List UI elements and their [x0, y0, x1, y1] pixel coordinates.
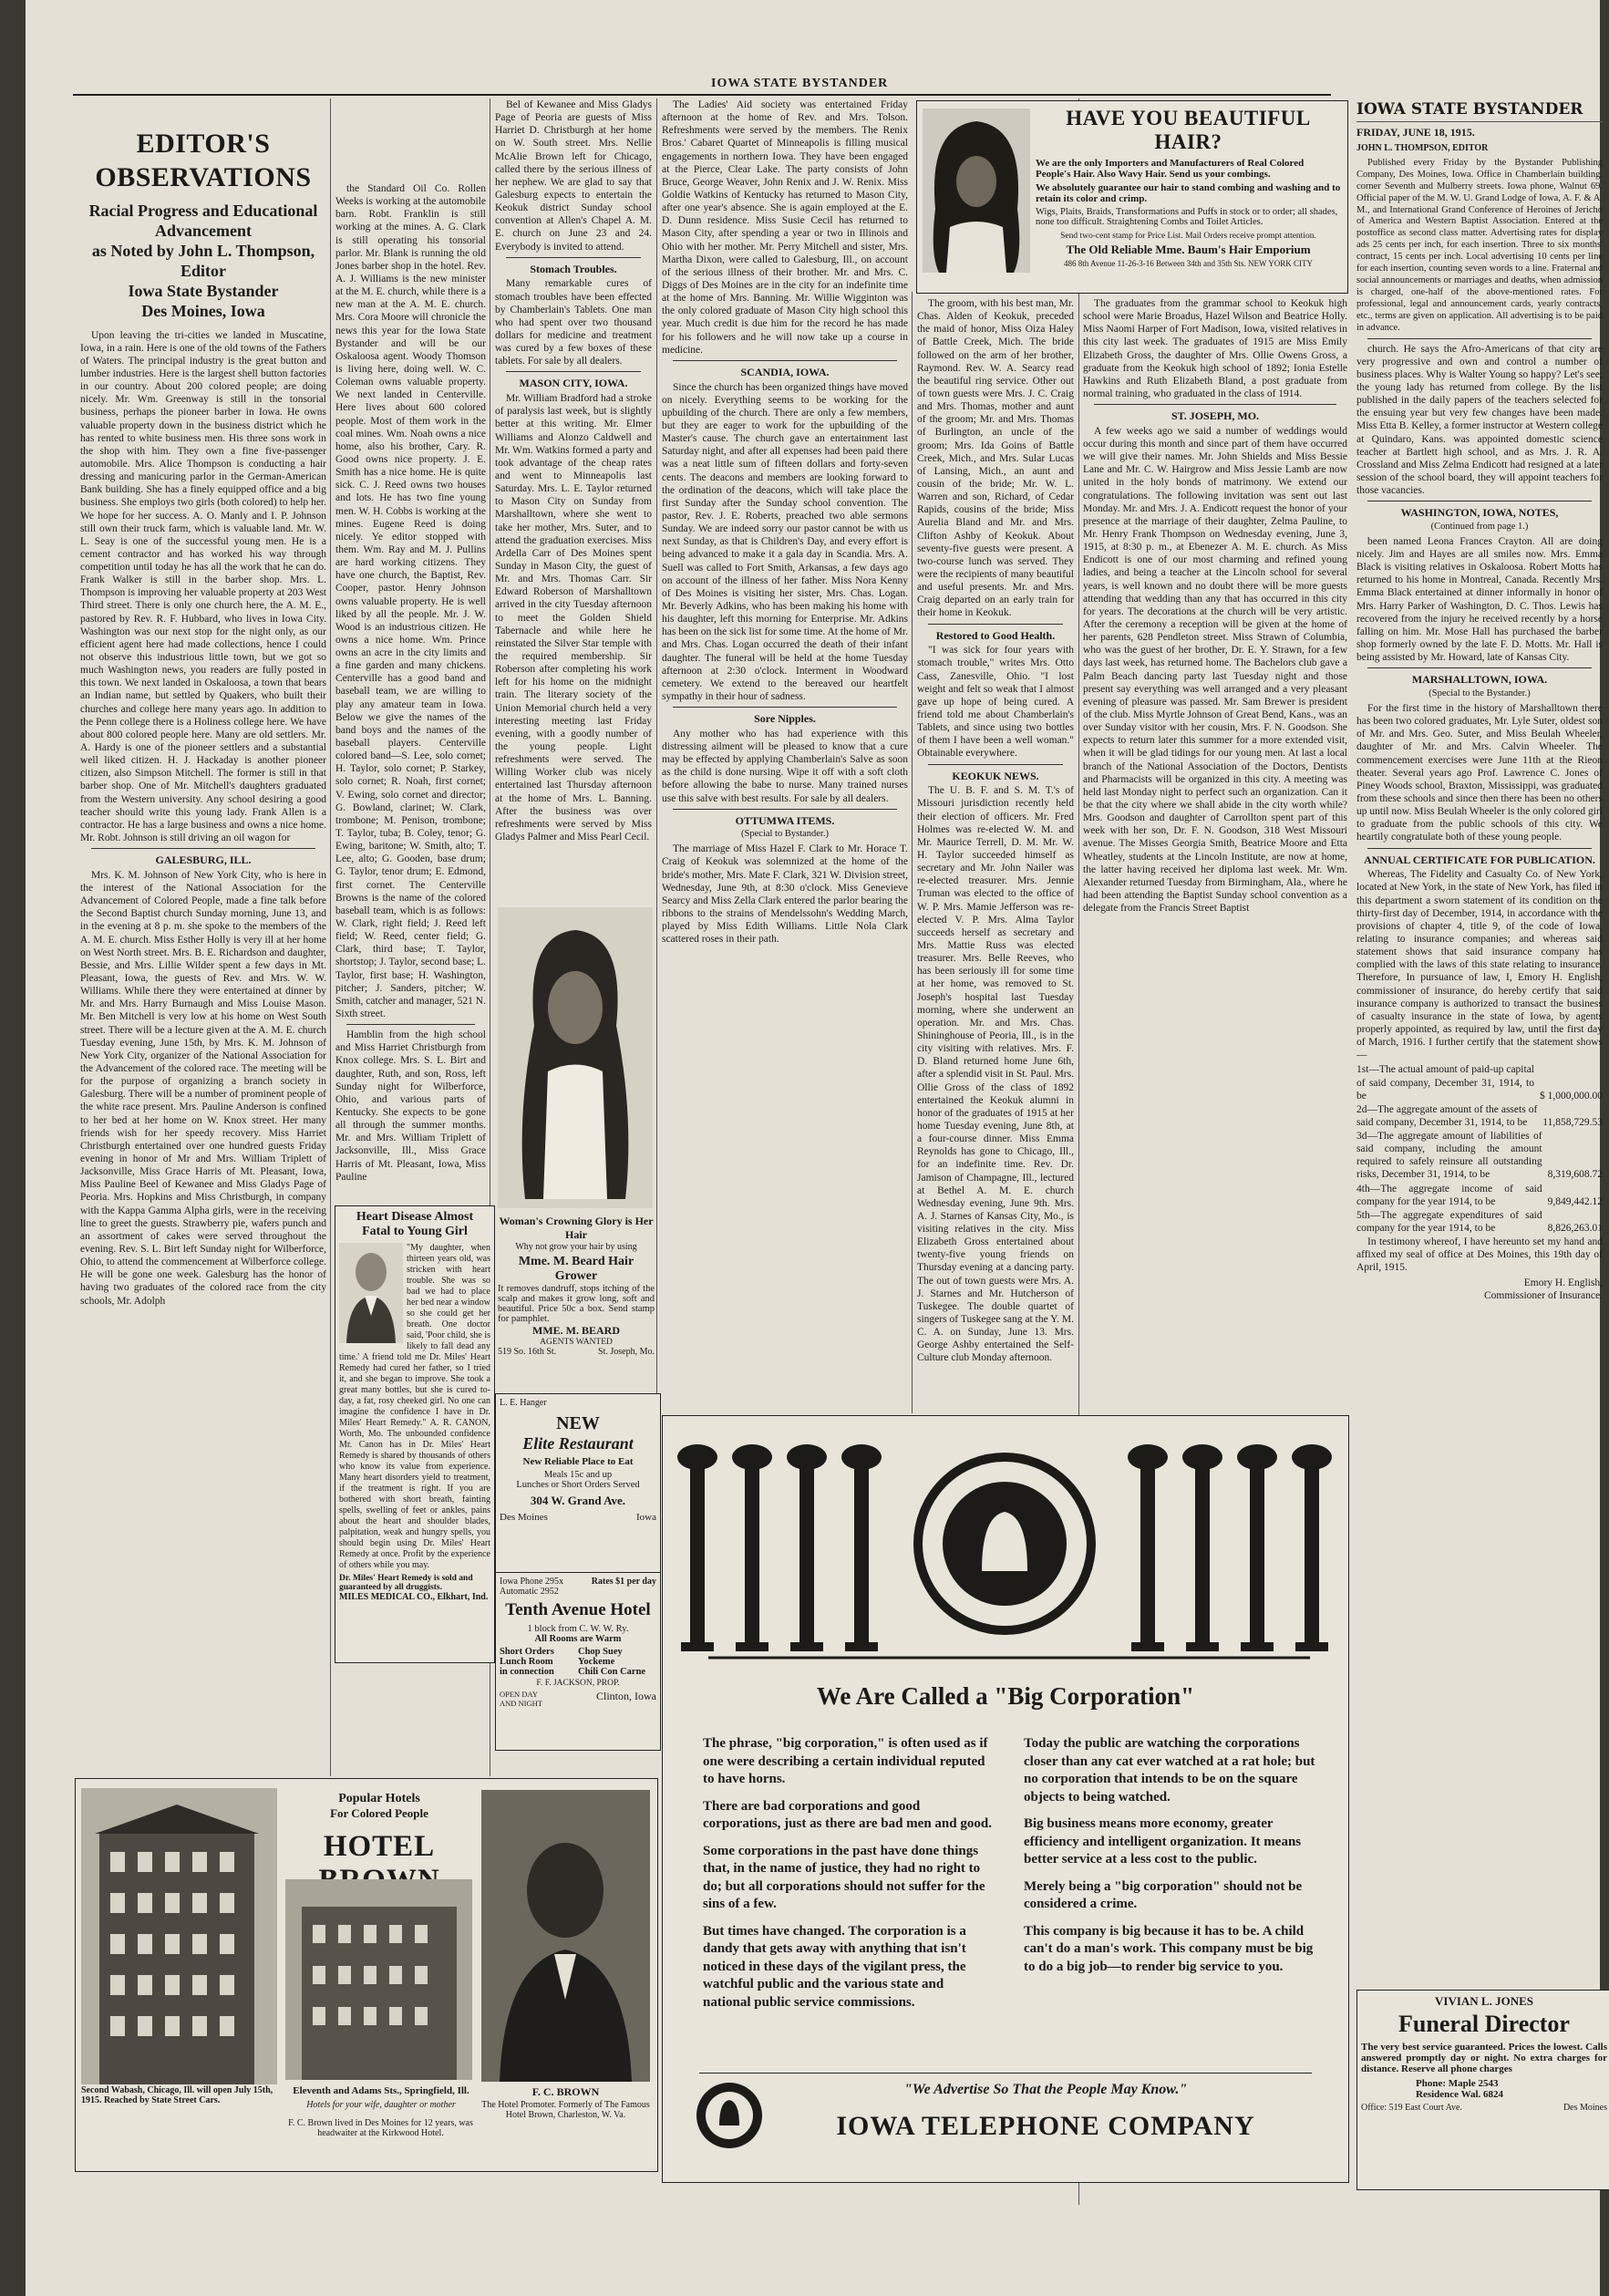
- ad-rule: [699, 2073, 1312, 2074]
- ad-rooms: All Rooms are Warm: [534, 1634, 622, 1644]
- section-head: Stomach Troubles.: [530, 262, 617, 275]
- certificate-figures: [1356, 1063, 1603, 1235]
- column-four: [662, 98, 908, 1412]
- article-body: The graduates from the grammar school to Keokuk high school were Marie Broadus, Hazel Wilson and Beatrice Holly. Miss Naomi Harper of Fort Madison, Iowa, visited relatives in this city last week. The graduates of 1915 are Miss Emily Elizabeth Gross, the daughter of Mrs. Ollie Owens Gross, a graduate from the Keokuk high school of 1892; Ionia Estelle Hawkins and Ruth Elizabeth Bland, a post graduate from normal training, who graduated in the class of 1914.: [1083, 298, 1347, 399]
- certificate-label: 3d—The aggregate amount of liabilities of said company, including the amount required to safely reinsure all outstanding risks, December 31, 1914, to be: [1356, 1131, 1542, 1181]
- ad-phone: Phone: Maple 2543: [1416, 2078, 1499, 2089]
- article-body: Since the church has been organized things have moved on nicely. Everything seems to be working for the upbuilding of the church. There are only a few members, but they are eager to work for the upbuilding of the Master's cause. The church gave an entertainment last Saturday night, and after all expenses had been paid there was a neat little sum of fifteen dollars and forty-seven cents. The deacons and members are looking forward to the ordination of the deacons, which will take place the first Sunday after the Sunday school convention. The pastor, Rev. J. E. Roberts, preached two able sermons Sunday. We are indeed sorry our pastor cannot be with us next Sunday, as that is Children's Day, and every effort is being advanced to make it a gala day in Scandia. Mrs. A. Suell was called to Fort Smith, Arkansas, a few days ago on account of the illness of her father. Miss Nora Kenny of Des Moines is visiting her sister, Mrs. Chas. Logan. Mr. Beverly Adkins, who has been making his home with his daughter, left this morning for Enterprise. Mr. Adkins has been on the sick list for some time. At the home of Mr. and Mrs. Chas. Logan occurred the death of their infant daughter. The funeral will be held at the home Tuesday afternoon at 2:30 o'clock. Interment in Woodward cemetery. We extend to the bereaved our heartfelt sympathy in their hour of sadness.: [662, 381, 908, 702]
- ad-paragraph: Merely being a "big corporation" should not be considered a crime.: [1024, 1878, 1303, 1911]
- section-subhead: (Special to the Bystander.): [1429, 688, 1531, 699]
- ad-body: It removes dandruff, stops itching of the scalp and makes it grow long, soft and beautiful. Price 50c a box. Send stamp for pamphlet.: [498, 1284, 655, 1324]
- article-body: Hamblin from the high school and Miss Harriet Christburgh from Knox college. Mrs. S. L. Birt and daughter, Ruth, and son, Ross, left Sunday night for Wilberforce, Ohio, and various parts of Kentucky. She expects to be gone all through the summer months. Mr. and Mrs. William Triplett of Jacksonville, Ill., Miss Grace Harris of Mt. Pleasant, Iowa, Miss Pauline: [335, 1029, 486, 1183]
- woman-portrait-illustration: [498, 907, 653, 1208]
- ad-headline: We Are Called a "Big Corporation": [816, 1682, 1195, 1710]
- ad-address: 486 8th Avenue 11-26-3-16 Between 34th and 35th Sts. NEW YORK CITY: [1064, 259, 1313, 268]
- ad-headline: HAVE YOU BEAUTIFUL HAIR?: [1066, 107, 1311, 153]
- column-six: [1083, 297, 1347, 1412]
- hotel-building-illustration: [81, 1788, 277, 2084]
- column-seven: [1356, 100, 1603, 1951]
- bell-logo-icon: [694, 2080, 765, 2151]
- certificate-value: 8,319,608.72: [1547, 1169, 1603, 1181]
- menu-item: Short Orders: [500, 1647, 554, 1657]
- article-body: Whereas, The Fidelity and Casualty Co. of New York, located at New York, in the state of New York, has filed in this department a sworn statement of its condition on the thirty-first day of December, 1914, in accordance with the provisions of chapter 4, title 9, of the code of Iowa, relating to insurance companies; and whereas said statement shows that said insurance company has complied with the laws of this state relating to insurance. Therefore, In pursuance of law, I, Emory H. English, commissioner of insurance, do hereby certify that said insurance company is authorized to transact the business of casualty insurance in the state of Iowa, by agents properly appointed, as required by law, until the first day of March, 1916. I further certify that the statement shows—: [1356, 869, 1603, 1061]
- certificate-row: [1356, 1103, 1603, 1129]
- menu-item: Yockeme: [578, 1657, 615, 1667]
- ad-line: Meals 15c and up: [543, 1470, 613, 1480]
- certificate-value: 11,858,729.53: [1542, 1116, 1603, 1128]
- article-body: "I was sick for four years with stomach trouble," writes Mrs. Otto Cass, Zanesville, Ohio. "I lost weight and felt so weak that I almost gave up hope of being cured. A friend told me about Chamberlain's Tablets, and since using two bottles of them I have been a well woman." Obtainable everywhere.: [917, 645, 1074, 760]
- ad-headline: Funeral Director: [1398, 2011, 1570, 2037]
- hotel-brown-ad: [75, 1778, 658, 2172]
- ad-city: Des Moines: [1563, 2103, 1607, 2113]
- menu-item: in connection: [500, 1667, 554, 1677]
- editor-line: JOHN L. THOMPSON, EDITOR: [1356, 142, 1489, 153]
- editor-title: EDITOR'S OBSERVATIONS: [95, 129, 312, 192]
- ad-address: 519 So. 16th St.: [498, 1347, 557, 1357]
- certificate-label: 1st—The actual amount of paid-up capital of said company, December 31, 1914, to be: [1356, 1064, 1534, 1101]
- article-body: For the first time in the history of Marshalltown there has been two colored graduates, Mr. Lyle Suter, oldest son of Mr. and Mrs. Geo. Suter, and Miss Beulah Wheeler, daughter of Mr. and Mrs. Calvin Wheeler. The commencement exercises were June 11th at the Rieon theater. Several years ago Prof. Lawrence C. Jones of Piney Woods school, Braxton, Mississippi, was graduated from these schools and since then there has been no others up until now. Miss Beulah Wheeler is the only colored girl to graduate from the public schools of this city. We heartily congratulate both of these young people.: [1356, 702, 1603, 843]
- ad-name: VIVIAN L. JONES: [1435, 1994, 1533, 2008]
- running-head: IOWA STATE BYSTANDER: [711, 77, 889, 90]
- certificate-label: 5th—The aggregate expenditures of said company for the year 1914, to be: [1356, 1209, 1542, 1235]
- elite-restaurant-ad: [495, 1393, 661, 1577]
- hair-emporium-ad: [916, 100, 1348, 294]
- ad-line: Lunches or Short Orders Served: [516, 1480, 640, 1490]
- column-three: [495, 98, 652, 901]
- ad-paragraph: There are bad corporations and good corporations, just as there are bad men and good.: [703, 1798, 992, 1831]
- article-body: Mrs. K. M. Johnson of New York City, who is here in the interest of the National Association for the Advancement of Colored People, made a fine talk before the Second Baptist church Sunday morning, June 13, and in the evening at 8 p. m. she spoke to the members of the A. M. E. church. Miss Esther Holly is very ill at her home on West North street. Mrs. B. E. Richardson and daughter, Bessie, and Mrs. Lillie Wilder spent a few days in Mt. Pleasant, Iowa, the guests of Rev. and Mrs. W. W. Williams. While there they were entertained at dinner by Mr. and Mrs. Harry Burnaugh and Miss Louise Mason. Mr. Ben Mitchell is very low at his home on West South street. There will be a lecture given at the A. M. E. church Tuesday evening, June 15th, by Mrs. K. M. Johnson of New York City, organizer of the National Association for the Advancement of the colored race. The meeting will be for the purpose of organizing a branch society in Galesburg. There will be a number of prominent people of the white race present. Mrs. Pauline Anderson is confined to her bed at her home on W. Knox street. Her many friends wish for her speedy recovery. Miss Harriet Christburgh entertained over one hundred guests Friday evening in honor of Mr and Mrs. William Triplett of Jacksonville, Miss Grace Harris of Mt. Pleasant, Iowa, Miss Pauline Beel of Kewanee and Miss Gladys Page of Peoria. Mrs. Hopkins and Miss Christburgh, in company with the Kappa Gamma Alpha girls, were in the receiving line to greet the guests. Strawberry pie, wafers punch and an assortment of cakes were served throughout the evening. Rev. S. L. Birt left Sunday night for Wilberforce, Ohio, to attend the commencement at Wilberforce college. He will be gone one week. Galesburg has the honor of having two graduates of the colored race from the city schools, Mr. Adolph: [80, 869, 326, 1307]
- article-body: Any mother who has had experience with this distressing ailment will be pleased to know that a cure may be effected by applying Chamberlain's Salve as soon as the child is done nursing. Wipe it off with a soft cloth before allowing the babe to nurse. Many trained nurses use this salve with best results. For sale by all dealers.: [662, 728, 908, 804]
- certificate-value: $ 1,000,000.00: [1540, 1090, 1603, 1101]
- section-head: OTTUMWA ITEMS.: [735, 813, 835, 827]
- certificate-row: [1356, 1063, 1603, 1101]
- section-head: WASHINGTON, IOWA, NOTES,: [1400, 506, 1559, 520]
- ad-overline: For Colored People: [330, 1806, 428, 1820]
- certificate-row: [1356, 1183, 1603, 1208]
- certificate-row: [1356, 1209, 1603, 1235]
- section-subhead: (Continued from page 1.): [1430, 521, 1529, 532]
- column-divider: [912, 292, 913, 1413]
- editor-subtitle: as Noted by John L. Thompson, Editor: [91, 242, 315, 281]
- ad-agents: AGENTS WANTED: [540, 1338, 613, 1347]
- section-head: ANNUAL CERTIFICATE FOR PUBLICATION.: [1364, 853, 1595, 866]
- column-divider: [330, 98, 331, 1776]
- hotel-name: HOTEL: [323, 1830, 436, 1863]
- ad-hours: OPEN DAY AND NIGHT: [500, 1690, 542, 1708]
- left-page-edge: [0, 0, 26, 2296]
- section-head: GALESBURG, ILL.: [155, 853, 252, 867]
- ad-proprietor: F. F. JACKSON, PROP.: [536, 1679, 620, 1688]
- ad-headline: Elite Restaurant: [522, 1434, 634, 1453]
- certificate-row: [1356, 1130, 1603, 1182]
- ad-left-column: [703, 1735, 995, 2012]
- issue-date: FRIDAY, JUNE 18, 1915.: [1356, 125, 1475, 139]
- ad-body: The very best service guaranteed. Prices the lowest. Calls answered promptly day or night. No extra charges for distance. Reserve all phone charges: [1361, 2042, 1607, 2074]
- ad-rates: Rates $1 per day: [591, 1577, 656, 1587]
- ad-paragraph: This company is big because it has to be. A child can't do a man's work. This company must be big to do a big job—to render big service to you.: [1024, 1923, 1314, 1974]
- ad-paragraph: The phrase, "big corporation," is often used as if one were describing a certain individual reputed to have horns.: [703, 1736, 988, 1786]
- menu-item: Lunch Room: [500, 1657, 553, 1667]
- ad-headline: NEW: [556, 1413, 600, 1433]
- ad-paragraph: Some corporations in the past have done things that, in the name of justice, they had no right to do; but all corporations should not suffer for the sins of a few.: [703, 1843, 985, 1911]
- ad-line: We are the only Importers and Manufacturers of Real Colored People's Hair. Also Wavy Hair. Send us your combings.: [1036, 158, 1305, 180]
- ad-overline: Popular Hotels: [338, 1792, 420, 1805]
- hotel-caption: Second Wabash, Chicago, Ill. will open July 15th, 1915. Reached by State Street Cars.: [81, 2085, 273, 2105]
- article-body: Bel of Kewanee and Miss Gladys Page of Peoria are guests of Miss Harriet D. Christburgh at her home on W. South street. Mrs. Nellie McAlie Brown left for Chicago, called there by the serious illness of her nephew. We are glad to say that Galesburg expects to entertain the Keokuk district Sunday school convention at Allen's Chapel A. M. E. church on June 23 and 24. Everybody is invited to attend.: [495, 99, 652, 253]
- section-head: MARSHALLTOWN, IOWA.: [1411, 673, 1548, 687]
- section-head: ST. JOSEPH, MO.: [1171, 409, 1260, 423]
- signature: Emory H. English,: [1523, 1277, 1603, 1288]
- ad-address: 304 W. Grand Ave.: [530, 1494, 626, 1507]
- ad-name: MME. M. BEARD: [532, 1324, 620, 1337]
- menu-item: Chili Con Carne: [578, 1667, 646, 1677]
- editor-subtitle: Iowa State Bystander: [128, 282, 279, 301]
- ad-headline: Tenth Avenue Hotel: [505, 1600, 651, 1619]
- section-head: SCANDIA, IOWA.: [740, 365, 830, 378]
- section-head: Sore Nipples.: [754, 712, 816, 726]
- ad-tagline: New Reliable Place to Eat: [522, 1456, 634, 1467]
- certificate-label: 4th—The aggregate income of said company for the year 1914, to be: [1356, 1183, 1542, 1207]
- hotel-caption: F. C. Brown lived in Des Moines for 12 years, was headwaiter at the Kirkwood Hotel.: [288, 2118, 473, 2138]
- editor-column: [80, 128, 326, 1760]
- ad-phone: Residence Wal. 6824: [1416, 2089, 1504, 2100]
- editor-subtitle: Des Moines, Iowa: [141, 302, 265, 321]
- funeral-director-ad: [1356, 1990, 1609, 2190]
- header-rule: [73, 94, 1331, 96]
- certificate-label: 2d—The aggregate amount of the assets of said company, December 31, 1914, to be: [1356, 1103, 1538, 1128]
- portrait-name: F. C. BROWN: [531, 2085, 600, 2098]
- article-body: Upon leaving the tri-cities we landed in Muscatine, Iowa, in a rain. Here is one of the old towns of the Fathers of Waters. The principal industry is the great button and lumber industries. Here is the largest shell button factories in our country. About 200 colored people; are doing nicely. Mr. Wm. Greenway is still in the tonsorial business, perhaps the pioneer barber in Iowa. He owns valuable property down in the business district which he has rented to white business men. His three sons work in the shop with him. They own a fine five-passenger automobile. Mrs. Alice Thompson is conducting a hair dressing and manicuring parlor in the German-American Bank building. She has a finely equipped office and a big business. She employs two girls (both colored) to help her. We hope for her success. A. O. Manly and I. P. Johnson still own their truck farm, which is valuable land. Mr. W. L. Seay is one of the successful young men. He is a cement contractor and has worked his way through competition until today he has all the work that he can do. Frank Walker is still in the barber shop. Mrs. L. Thompson is improving her valuable property at 203 West Third street. There is only one church here, the A. M. E., pastored by Rev. R. F. Hubbard, who lives in Iowa City. Washington was our next stop for the night only, as our efficient agent here had made collections, hence I could not observe this industrious little town, but we got so much Washington news, you readers are fully posted in this town. We next landed in Oskaloosa, a town that bears an Indian name, but settled by Quakers, who built their churches and college here many years ago. In addition to the Penn college there is a Holiness college here. We have about 800 colored people here. Many are old settlers. Mr. A. Hardy is one of the pioneer settlers and a substantial well liked citizen. H. J. Hackaday is another pioneer citizen, also Simpson Mitchell. The former is still in that barber shop. One of Mr. Mitchell's daughters graduated from the Western university. Any school desiring a good teacher should write this young lady. Frank Allen is a contractor. He has a large business and owns a nice home. Mr. Robt. Johnson is still driving an oil wagon for: [80, 329, 326, 844]
- ad-line: Wigs, Plaits, Braids, Transformations and Puffs in stock or to order; all shades, none too difficult. Straightening Combs and Toilet Articles.: [1036, 207, 1338, 227]
- hotel-address: Eleventh and Adams Sts., Springfield, Ill.: [293, 2085, 469, 2096]
- editor-subtitle: Racial Progress and Educational Advancement: [88, 201, 318, 240]
- company-name: IOWA TELEPHONE COMPANY: [836, 2111, 1255, 2141]
- paper-flag: IOWA STATE BYSTANDER: [1356, 100, 1583, 119]
- ad-note: Dr. Miles' Heart Remedy is sold and guaranteed by all druggists.: [339, 1574, 473, 1592]
- portrait-illustration: [339, 1243, 403, 1343]
- ad-state: Iowa: [636, 1512, 656, 1523]
- ad-right-column: [1024, 1735, 1315, 1976]
- section-head: KEOKUK NEWS.: [952, 769, 1039, 782]
- hotel-building-illustration: [285, 1879, 472, 2080]
- fc-brown-portrait-illustration: [481, 1790, 650, 2082]
- article-body: A few weeks ago we said a number of weddings would occur during this month and since part of them have occurred we will give their names. Mr. John Shields and Miss Bessie Lane and Mr. C. W. Hairgrow and Miss Jessie Lamb are now united in the holy bonds of matrimony. We extend our congratulations. The following invitation was sent out last Monday. Mr. and Mrs. J. A. Endicott request the honor of your presence at the marriage of their daughter, Zelma Pauline, to Mr. Henry Frank Thompson on Wednesday evening, June 3, 1915, at 8:30 p. m., at Ebenezer A. M. E. church. As Miss Endicott is one of our most charming and refined young ladies, and being a teacher at the Lincoln school for several years, is well known and no doubt there will be more guests attending that wedding than any that has occurred in this city for years. The decorations at the church will be very artistic. After the ceremony a reception will be given at the home of her parents, 628 Pendleton street. Miss Strawn of Columbia, who was the guest of her brother, Dr. E. Y. Strawn, for a few days last week, has returned home. The Bachelors club gave a Palm Beach dancing party last Tuesday night and those present say everything was well arranged and a very pleasant evening of pleasure was passed. Mr. Sam Brewer is president of the club. Miss Myrtle Johnson of Great Bend, Kans., was an over Sunday visitor with her cousin, Mrs. F. N. Goodson. She expects to return later this summer for a more extended visit, when it will be glad tidings for our young men. At last a local branch of the National Association of the Doctors, Dentists and Pharmacists will be organized in this city. A meeting was held last Monday night to perfect such an organization. Can it be that the city where we shall abide in the city worth while? Mrs. Goodson and daughter of Carrollton spent part of this week with her son, Dr. F. N. Goodson, 318 West Missouri avenue. The Misses Georgia Smith, Beatrice Moore and Etta Wheatley, students at the Lincoln Institute, are now at home, the latter having received her diploma last week. Mr. Wm. Alexander returned Tuesday from Birmingham, Ala., where he had been attending the Baptist Sunday school convention as a delegate from the Francis Street Baptist: [1083, 425, 1347, 915]
- ad-phone: Automatic 2952: [500, 1587, 559, 1597]
- portrait-caption: Woman's Crowning Glory is Her Hair: [499, 1215, 654, 1241]
- article-body: Many remarkable cures of stomach troubles have been effected by Chamberlain's Tablets. One man who had spent over two thousand dollars for medicine and treatment was cured by a few boxes of these tablets. For sale by all dealers.: [495, 278, 652, 367]
- portrait-subcaption: Why not grow your hair by using: [515, 1242, 637, 1252]
- article-body: The marriage of Miss Hazel F. Clark to Mr. Horace T. Craig of Keokuk was solemnized at the home of the bride's mother, Mrs. Mate F. Clark, 321 W. Division street, Wednesday, June 9th, at 8:30 o'clock. Miss Genevieve Searcy and Miss Zella Clark entered the parlor bearing the ribbons to the strains of Mendelssohn's Wedding March, played by Miss Edith Williams. Little Nola Clark scattered roses in their path.: [662, 843, 908, 946]
- ad-name: The Old Reliable Mme. Baum's Hair Emporium: [1066, 243, 1311, 256]
- ad-line: We absolutely guarantee our hair to stand combing and washing and to retain its color and crimp.: [1036, 182, 1341, 204]
- section-head: MASON CITY, IOWA.: [519, 377, 628, 390]
- article-body: the Standard Oil Co. Rollen Weeks is working at the automobile barn. Robt. Franklin is still working at the mines. A. G. Clark is still operating his tonsorial parlor. Mr. Blank is running the old Jones barber shop in the hotel. Rev. A. J. Williams is the new minister at the M. E. church, while there is a new man at the A. M. E. church. Mrs. Cora Moore will chronicle the news this year for the Iowa State Bystander and will be our Oskaloosa agent. Woody Thomson is living here, doing well. W. C. Coleman owns valuable property. We next landed in Centerville. Here lives about 600 colored people. Most of them work in the coal mines. Wm. Noah owns a nice home, also his brother, Cary. R. Good owns nice property. J. E. Smith has a nice home. He is quite sick. C. J. Reed owns two houses and lots. He has two fine young men. W. H. Cobbs is working at the mines. Eugene Reed is doing nicely. Ye editor stopped with them. Wm. Ray and M. J. Pullins are hard working citizens. They have one church, the Baptist, Rev. Cooper, pastor. Henry Johnson owns valuable property. He is well liked by all the people. Mr. J. W. Wood is an industrious citizen. He owns a nice home. Wm. Prince owns an acre in the city limits and a fine garden and many chickens. Centerville has a good band and baseball team, we are willing to play any amateur team in Iowa. Below we give the names of the band boys and the names of the baseball players. Centerville colored band—S. Lee, solo cornet; H. Taylor, solo cornet; P. Starkey, solo cornet; R. Noah, first cornet; V. Ewing, solo cornet and director; G. Bowland, clarinet; W. Clark, trombone; M. Penison, trombone; T. Taylor, tuba; B. Coley, tenor; G. Ewing, baritone; W. Smith, alto; T. Lee, alto; G. Gooden, base drum; G. Taylor, tenor drum; E. Edmond, first cornet. The Centerville Browns is the name of the colored baseball team, which is as follows: W. Clark, right field; J. Reed left field; W. Reed, center field; G. Clark, third base; T. Taylor, shortstop; J. Taylor, second base; L. Taylor, first base; H. Washington, pitcher; J. Sanders, pitcher; W. Smith, catcher and manager, 521 N. Sixth street.: [335, 183, 486, 1019]
- menu-item: Chop Suey: [578, 1647, 623, 1657]
- ad-paragraph: Big business means more economy, greater efficiency and intelligent organization. It means better service at a less cost to the public.: [1024, 1816, 1302, 1867]
- ad-paragraph: But times have changed. The corporation is a dandy that gets away with anything that isn't noticed in these days of the vigilant press, the watchful public and the various state and national public service commissions.: [703, 1923, 966, 2010]
- ad-city: St. Joseph, Mo.: [598, 1347, 655, 1357]
- iowa-telephone-ad: [662, 1415, 1349, 2183]
- certificate-value: 9,849,442.12: [1547, 1195, 1603, 1207]
- ad-headline: Mme. M. Beard Hair Grower: [518, 1255, 634, 1283]
- ad-slogan: "We Advertise So That the People May Know.": [903, 2082, 1188, 2097]
- certificate-value: 8,826,263.01: [1547, 1223, 1603, 1235]
- article-body: been named Leona Frances Crayton. All are doing nicely. Jim and Hayes are all smiles now. Mrs. Emma Black is visiting relatives in Oskaloosa. Robert Motts has returned to his home in Montreal, Canada. Recently Mrs. Emma Black entertained at dinner informally in honor of Mrs. Harry Parker of Washington, D. C. Thos. Lewis has recovered from the injury he received recently by a horse falling on him. Mr. Mose Hall has purchased the barber shop formerly owned by the late F. D. Motts. Mr. Hall is being assisted by Mr. Howard, late of Kansas City.: [1356, 535, 1603, 664]
- article-body: The Ladies' Aid society was entertained Friday afternoon at the home of Rev. and Mrs. Tolson. Refreshments were served by the members. The Renix Bros.' Cabaret Quartet of Minneapolis is filling musical engagements in northern Iowa. They have been engaged at the Pierce, Clear Lake. The party consists of John Bruce, George Weaver, John Renix and J. W. Renix. Miss Goldie Watkins of Kentucky has returned to Mason City, after one year's absence. She is again employed at the E. D. Dunn residence. Miss Susie Cecil has returned to Mason City, after spending a year or two in Illinois and Ohio with her mother. Mr. Perry Mitchell and sister, Mrs. Martha Dixon, were called to Galesburg, Ill., on account of the serious illness of their brother. Mr. and Mrs. C. Diggs of Des Moines are in the city for an indefinite time at the home of Mrs. Banning. Mr. Willie Wigginton was the only colored graduate of Mason City high school this year. Much credit is due him for the record he has made for his followers and he will now take up a course in medicine.: [662, 99, 908, 356]
- ad-line: Send two-cent stamp for Price List. Mail Orders receive prompt attention.: [1060, 232, 1316, 241]
- tenth-avenue-hotel-ad: [495, 1572, 661, 1751]
- masthead-info: Published every Friday by the Bystander Publishing Company, Des Moines, Iowa. Office in Chamberlain building, corner Seventh and Mulberry streets. Iowa phone, Walnut 69. Official paper of the M. W. U. Grand Lodge of Iowa, A. F. & A. M., and International Grand Conference of Heroines of Jericho of America and Western Baptist Association. Entered at the postoffice as second class matter. Advertising rates for display ads 25 cents per inch, for each insertion. Three to six months' contract, 15 cents per inch. Local advertising 10 cents per line for each insertion, counting seven words to a line. Fraternal and social announcements or marriages and deaths, when admission is charged, one-half of the above-mentioned rates. For professional, legal and announcement cards, yearly contracts, etc., terms are given on application. All advertising is to be paid in advance.: [1356, 157, 1603, 333]
- article-body: In testimony whereof, I have hereunto set my hand and affixed my seal of office at Des Moines, this 19th day of April, 1915.: [1356, 1236, 1603, 1274]
- ad-headline: Fatal to Young Girl: [362, 1225, 468, 1238]
- ad-location: 1 block from C. W. W. Ry.: [527, 1624, 629, 1634]
- column-two: [335, 182, 486, 1204]
- ad-city: Des Moines: [500, 1512, 548, 1523]
- ad-city: Clinton, Iowa: [596, 1690, 656, 1702]
- section-subhead: (Special to Bystander.): [741, 829, 829, 840]
- portrait-caption: The Hotel Promoter. Formerly of The Famous Hotel Brown, Charleston, W. Va.: [481, 2100, 650, 2120]
- ad-paragraph: Today the public are watching the corporations closer than any cat ever watched at a rat hole; but no corporation that intends to be on the square objects to being watched.: [1024, 1736, 1315, 1805]
- hotel-note: Hotels for your wife, daughter or mother: [306, 2100, 456, 2110]
- telephones-illustration: [672, 1425, 1337, 1671]
- article-body: Mr. William Bradford had a stroke of paralysis last week, but is slightly better at this writing. Mr. Elmer Williams and Alonzo Caldwell and Mr. Wm. Watkins formed a party and took advantage of the cheap rates and went to Minneapolis last Saturday. Mrs. L. E. Taylor returned to Mason City on Sunday from Marshalltown, where she went to take her mother, Mrs. Suter, and to attend the graduation exercises. Miss Ardella Carr of Des Moines spent Sunday in Mason City, the guest of Mr. and Mrs. Thomas Carr. Sir Edward Roberson of Marshalltown arrived in the city Tuesday afternoon to meet the Golden Shield Tabernacle and while here he reinstated the Silver Star temple with the required membership. Sir Roberson after completing his work left for his home on the midnight train. The literary society of the Union Memorial church held a very interesting meeting last Friday evening, with a goodly number of the young people. Light refreshments were served. The Willing Worker club was nicely entertained last Thursday afternoon at the home of Mrs. L. Banning. After the business was over refreshments were served by Miss Gladys Palmer and Miss Pearl Cecil.: [495, 393, 652, 843]
- heart-remedy-ad: [335, 1205, 495, 1663]
- ad-body: "My daughter, when thirteen years old, was stricken with heart trouble. She was so bad we had to place her bed near a window so she could get her breath. One doctor said, 'Poor child, she is likely to fall dead any time.' A friend told me Dr. Miles' Heart Remedy had cured her father, so I tried it, and she began to improve. She took a great many bottles, but she is cured to-day, a fat, rosy cheeked girl. No one can imagine the confidence I have in Dr. Miles' Heart Remedy." A. R. CANON, Worth, Mo. The unbounded confidence Mr. Canon has in Dr. Miles' Heart Remedy is shared by thousands of others who know its value from experience. Many heart disorders yield to treatment, if the treatment is right. If you are bothered with short breath, fainting spells, swelling of feet or ankles, pains about the heart and shoulder blades, palpitation, weak and hungry spells, you should begin using Dr. Miles' Heart Remedy at once. Profit by the experience of others while you may.: [339, 1243, 490, 1570]
- column-five: [917, 297, 1074, 1412]
- article-body: The groom, with his best man, Mr. Chas. Alden of Keokuk, preceded the maid of honor, Miss Oiza Haley of Battle Creek, Mich. The bride followed on the arm of her brother, Raymond. Rev. W. A. Searcy read the beautiful ring service. Other out of town guests were Mrs. J. C. Craig and Mrs. Thomas, mother and aunt of the groom; Mr. and Mrs. Thomas of Burlington, an uncle of the groom; Mrs. Ida Goins of Battle Creek, Mich., and Mrs. Sular Lucas of Lansing, Mich., an aunt and cousin of the bride; Mr. W. L. Warren and son, Richard, of Cedar Rapids, cousins of the bride; Miss Aurelia Bland and Mr. and Mrs. Clifton Ashby of Keokuk. About seventy-five guests were present. A two-course lunch was served. They were the recipients of many beautiful and useful presents. Mr. and Mrs. Craig departed on an early train for their home in Keokuk.: [917, 298, 1074, 619]
- woman-portrait-illustration: [923, 109, 1030, 273]
- ad-phone: Iowa Phone 295x: [500, 1577, 563, 1587]
- ad-office: Office: 519 East Court Ave.: [1361, 2103, 1462, 2113]
- section-head: Restored to Good Health.: [935, 628, 1056, 642]
- article-body: The U. B. F. and S. M. T.'s of Missouri jurisdiction recently held their election of officers. Mr. Fred Holmes was re-elected W. M. and Mr. Maurice Terrell, D. M. Mr. W. H. Taylor succeeded himself as secretary and Mr. John Nailer was re-elected treasurer. Mrs. Jennie Truman was elected to the office of W. P. Mrs. Mamie Jefferson was re-elected V. P. Mrs. Alma Taylor succeeds herself as secretary and Mrs. Mattie Russ was elected treasurer. Mrs. Belle Reeves, who has been seriously ill for some time at her home, was removed to St. Joseph's hospital last Tuesday morning, where she underwent an operation. Mr. and Mrs. Chas. Shininghouse of Peoria, Ill., is in the city visiting with relatives. Mrs. F. D. Bland returned home June 6th, after a splendid visit in St. Paul. Mrs. Ollie Gross of the class of 1892 entertained the Keokuk alumni in honor of the graduates of 1915 at her home Tuesday evening, June 8th, at a four-course dinner. Miss Emma Reynolds has gone to Chicago, Ill., for an indefinite time. Rev. Dr. Jamison of Champagne, Ill., lectured at Bethel A. M. E. church Wednesday evening, June 9th. Mrs. A. J. Starnes of Kansas City, Mo., is visiting relatives in the city. Miss Elizabeth Gross entertained about twenty-five young friends on Thursday evening at a dancing party. The out of town guests were Mrs. A. J. Starnes and Mr. Hutcherson of Tuskegee. The double quartet of singers of Tuskegee sang at the Y. M. C. A. on Sunday, June 13. Mrs. George Ashby entertained the Self-Culture club Monday afternoon.: [917, 785, 1074, 1364]
- ad-company: MILES MEDICAL CO., Elkhart, Ind.: [339, 1592, 489, 1602]
- ad-proprietor: L. E. Hanger: [500, 1398, 547, 1408]
- hair-grower-ad: [495, 905, 657, 1395]
- article-body: church. He says the Afro-Americans of that city are very progressive and own and control a number of business places. Why is Walter Young so happy? Let's see; the young lady has returned from college. By the list published in the daily papers of the teachers selected for the ensuing year but very few changes have been made. Miss Etta B. Kelley, a former instructor at Western college at Quindaro, Kans. was appointed domestic science teacher at Bartlett high school, and as Mrs. J. R. A. Crossland and Miss Zelma Endicott had resigned at a later session of the school board, they will appoint teachers for those vacancies.: [1356, 343, 1603, 497]
- ad-headline: Heart Disease Almost: [356, 1210, 474, 1224]
- signature-title: Commissioner of Insurance.: [1484, 1289, 1603, 1301]
